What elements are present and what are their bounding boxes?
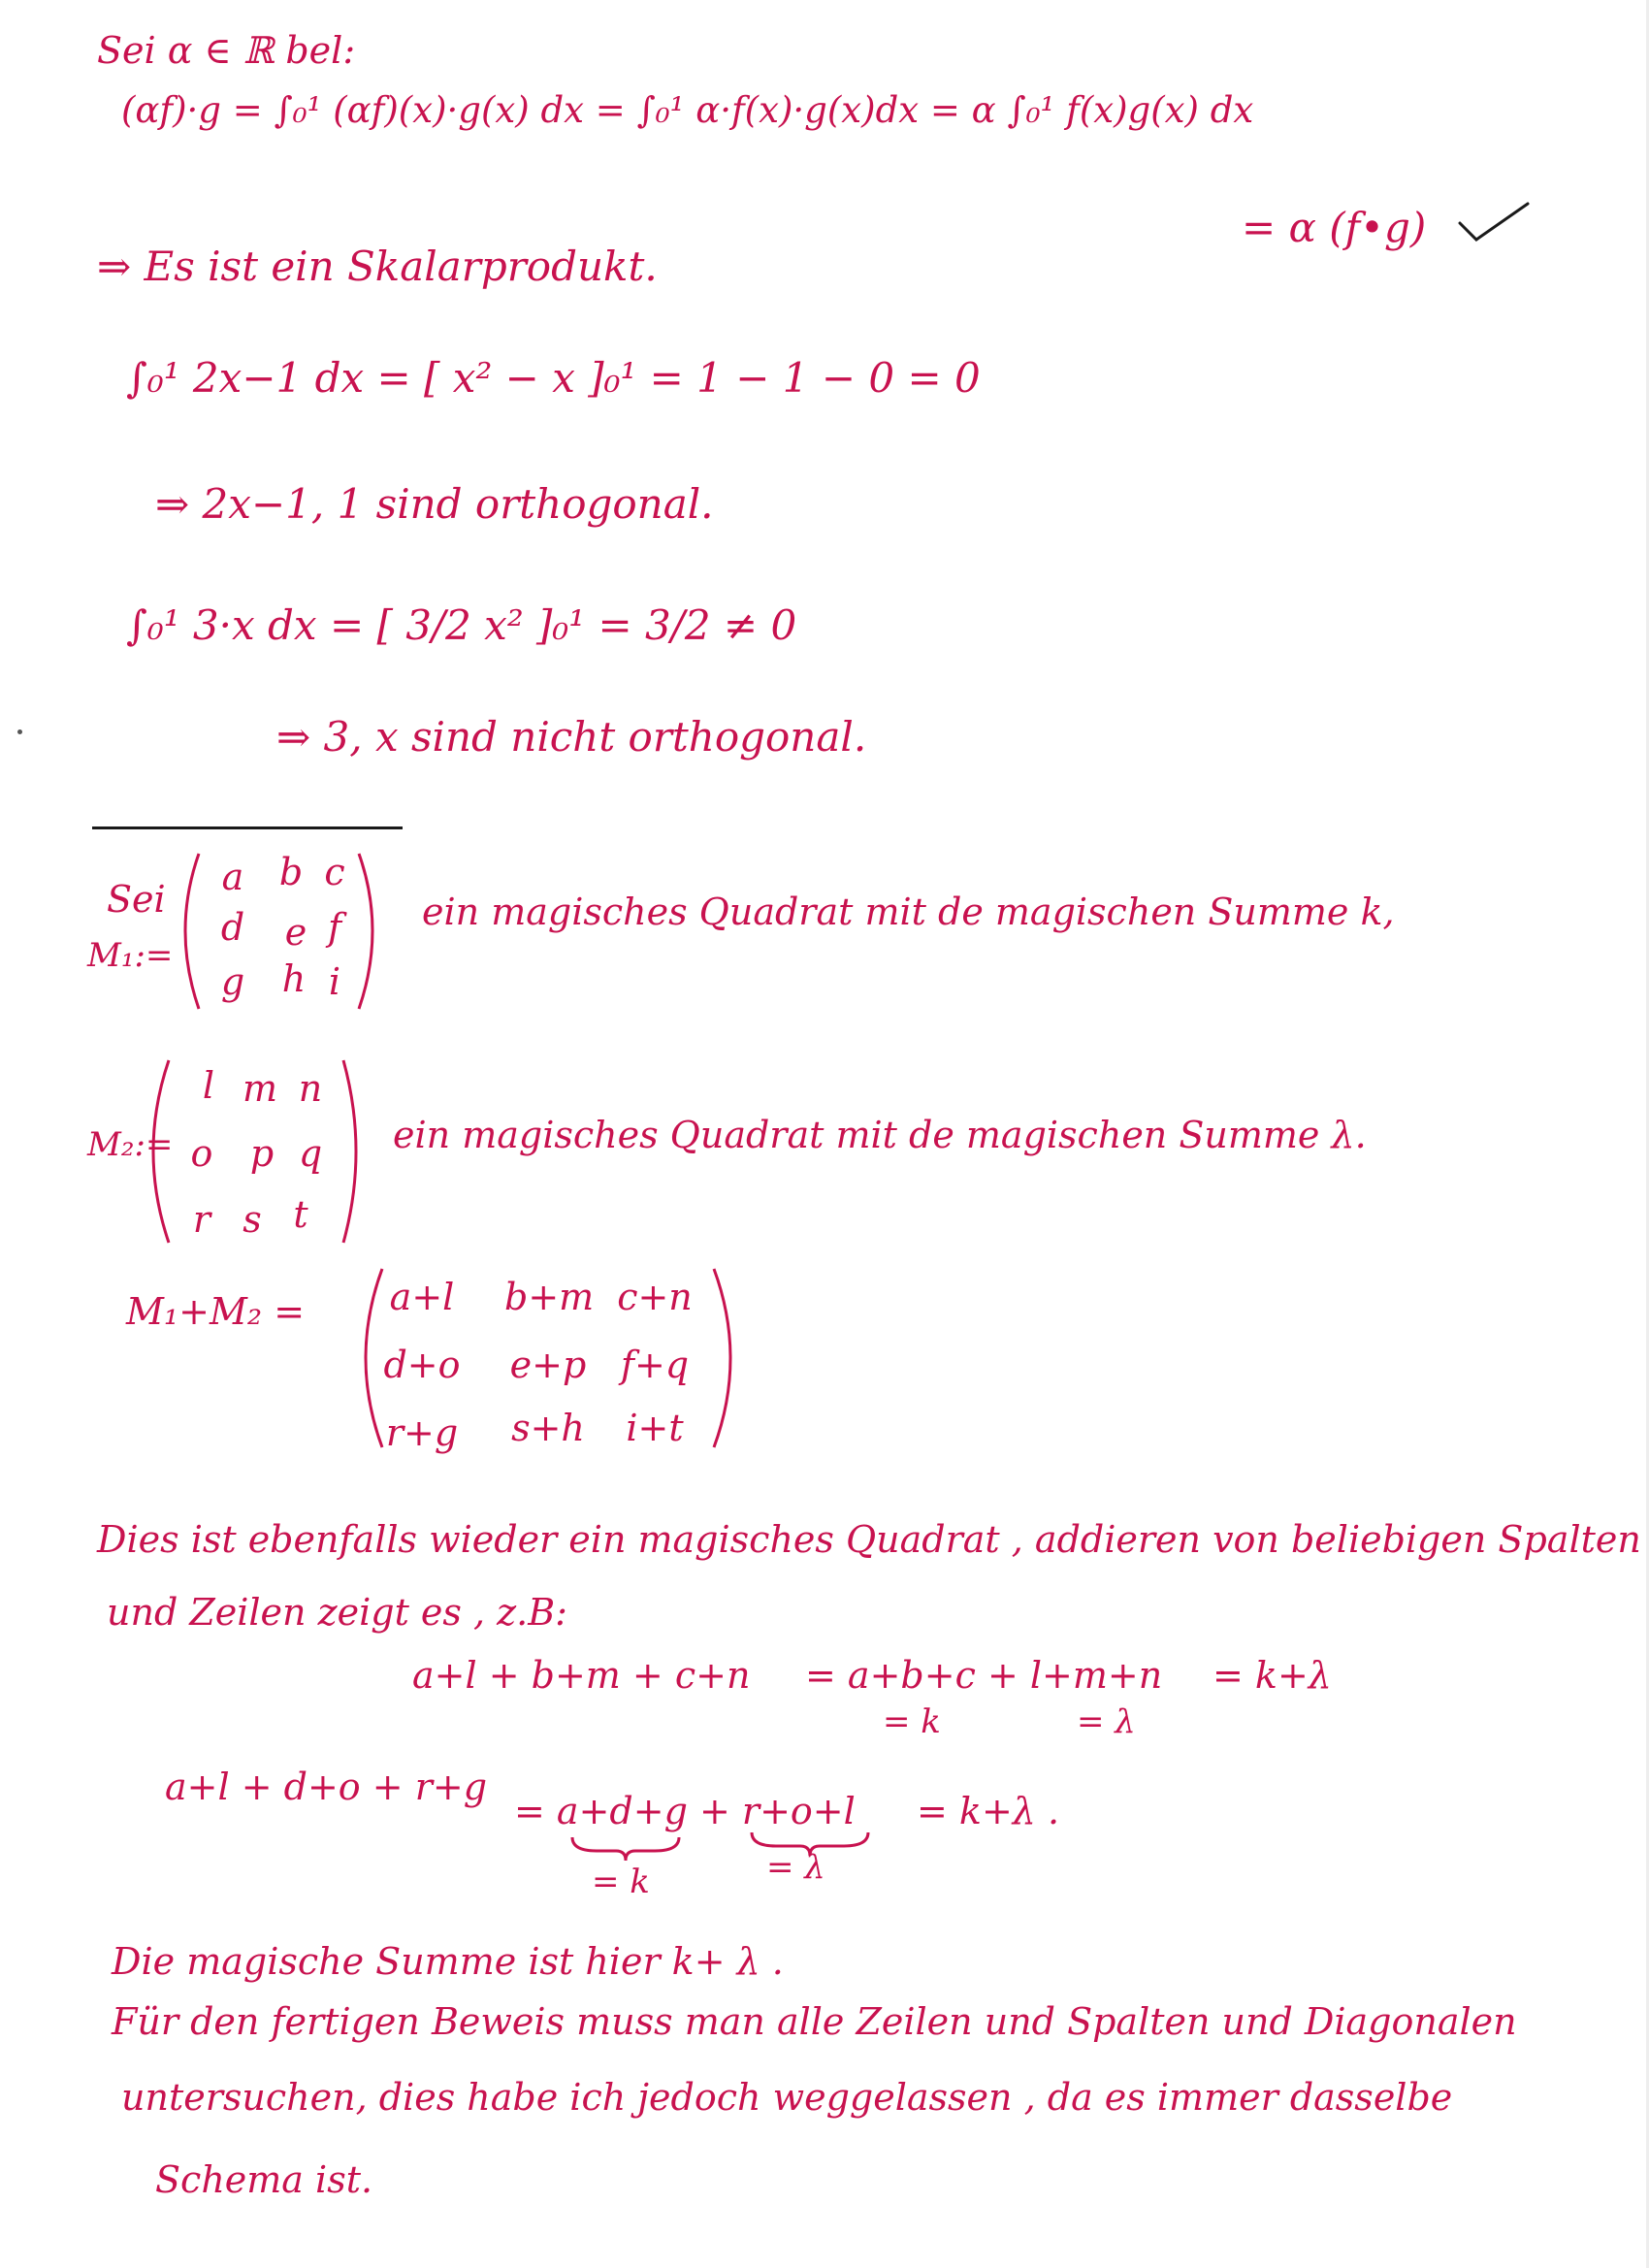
conclusion-line-4: Schema ist.: [155, 2158, 373, 2201]
m1-cell: d: [220, 906, 245, 949]
linearity-result: = α (f•g): [1242, 204, 1427, 251]
conclusion-line-3: untersuchen, dies habe ich jedoch weggelassen , da es immer dasselbe: [121, 2076, 1453, 2119]
explanation-line-2: und Zeilen zeigt es , z.B:: [107, 1591, 567, 1634]
matrix-sum: [349, 1261, 747, 1455]
row-sum-example-left: a+l + b+m + c+n: [412, 1654, 751, 1697]
m2-cell: s: [242, 1198, 262, 1241]
m2-cell: l: [202, 1064, 215, 1107]
paper-speck: [17, 729, 22, 734]
linearity-equation: (αf)·g = ∫₀¹ (αf)(x)·g(x) dx = ∫₀¹ α·f(x)·g(x)dx = α ∫₀¹ f(x)g(x) dx: [121, 89, 1254, 131]
m1-cell: h: [281, 957, 307, 1000]
m2-cell: n: [298, 1067, 323, 1110]
not-orthogonal-conclusion: ⇒ 3, x sind nicht orthogonal.: [276, 713, 867, 761]
row-sum-k: = k: [883, 1702, 941, 1741]
matrix-m1: [170, 846, 388, 1016]
sum-cell: d+o: [383, 1344, 461, 1386]
sum-label: M₁+M₂ =: [126, 1290, 306, 1333]
sum-cell: e+p: [509, 1344, 587, 1386]
integral-3x: ∫₀¹ 3·x dx = [ 3/2 x² ]₀¹ = 3/2 ≠ 0: [126, 601, 797, 649]
m2-cell: r: [192, 1198, 211, 1241]
m2-cell: p: [249, 1132, 275, 1175]
sum-cell: b+m: [504, 1276, 595, 1318]
m1-cell: e: [284, 911, 307, 954]
m2-cell: q: [298, 1132, 323, 1175]
m1-cell: i: [328, 960, 341, 1003]
intro-line: Sei α ∈ ℝ bel:: [97, 29, 356, 72]
column-sum-example-mid: = a+d+g + r+o+l: [514, 1790, 856, 1832]
check-mark-icon: [1455, 199, 1533, 247]
sum-cell: a+l: [389, 1276, 455, 1318]
m2-cell: o: [190, 1132, 213, 1175]
conclusion-line-1: Die magische Summe ist hier k+ λ .: [112, 1940, 784, 1983]
conclusion-scalar-product: ⇒ Es ist ein Skalarprodukt.: [97, 243, 658, 290]
m1-cell: c: [324, 851, 345, 893]
sum-cell: r+g: [385, 1411, 459, 1454]
m1-label: M₁:=: [87, 936, 174, 975]
sum-cell: f+q: [620, 1344, 690, 1386]
matrix-m2: [136, 1053, 369, 1251]
m2-cell: t: [293, 1193, 308, 1236]
section-divider: [92, 826, 403, 829]
column-sum-k: = k: [592, 1863, 650, 1901]
orthogonal-conclusion: ⇒ 2x−1, 1 sind orthogonal.: [155, 480, 714, 528]
m1-cell: g: [220, 960, 245, 1003]
sei-label: Sei: [107, 878, 166, 921]
column-sum-example-left: a+l + d+o + r+g: [165, 1766, 488, 1808]
m2-label: M₂:=: [87, 1125, 174, 1164]
sum-cell: c+n: [617, 1276, 693, 1318]
m1-description: ein magisches Quadrat mit de magischen Summe k,: [422, 891, 1395, 933]
m2-description: ein magisches Quadrat mit de magischen Summe λ.: [393, 1114, 1367, 1156]
underbrace-k: [567, 1833, 684, 1863]
row-sum-example-mid: = a+b+c + l+m+n: [805, 1654, 1163, 1697]
row-sum-lambda: = λ: [1077, 1702, 1136, 1741]
integral-2x-1: ∫₀¹ 2x−1 dx = [ x² − x ]₀¹ = 1 − 1 − 0 = 0: [126, 354, 981, 402]
m1-cell: b: [278, 851, 304, 893]
sum-cell: i+t: [626, 1407, 684, 1449]
explanation-line-1: Dies ist ebenfalls wieder ein magisches Quadrat , addieren von beliebigen Spalten: [97, 1518, 1641, 1561]
m1-cell: f: [327, 906, 342, 949]
m2-cell: m: [242, 1067, 278, 1110]
row-sum-example-right: = k+λ: [1212, 1654, 1332, 1697]
column-sum-lambda: = λ: [766, 1848, 825, 1887]
column-sum-example-right: = k+λ .: [917, 1790, 1060, 1832]
conclusion-line-2: Für den fertigen Beweis muss man alle Zeilen und Spalten und Diagonalen: [112, 2000, 1517, 2043]
sum-cell: s+h: [511, 1407, 585, 1449]
m1-cell: a: [221, 856, 244, 898]
